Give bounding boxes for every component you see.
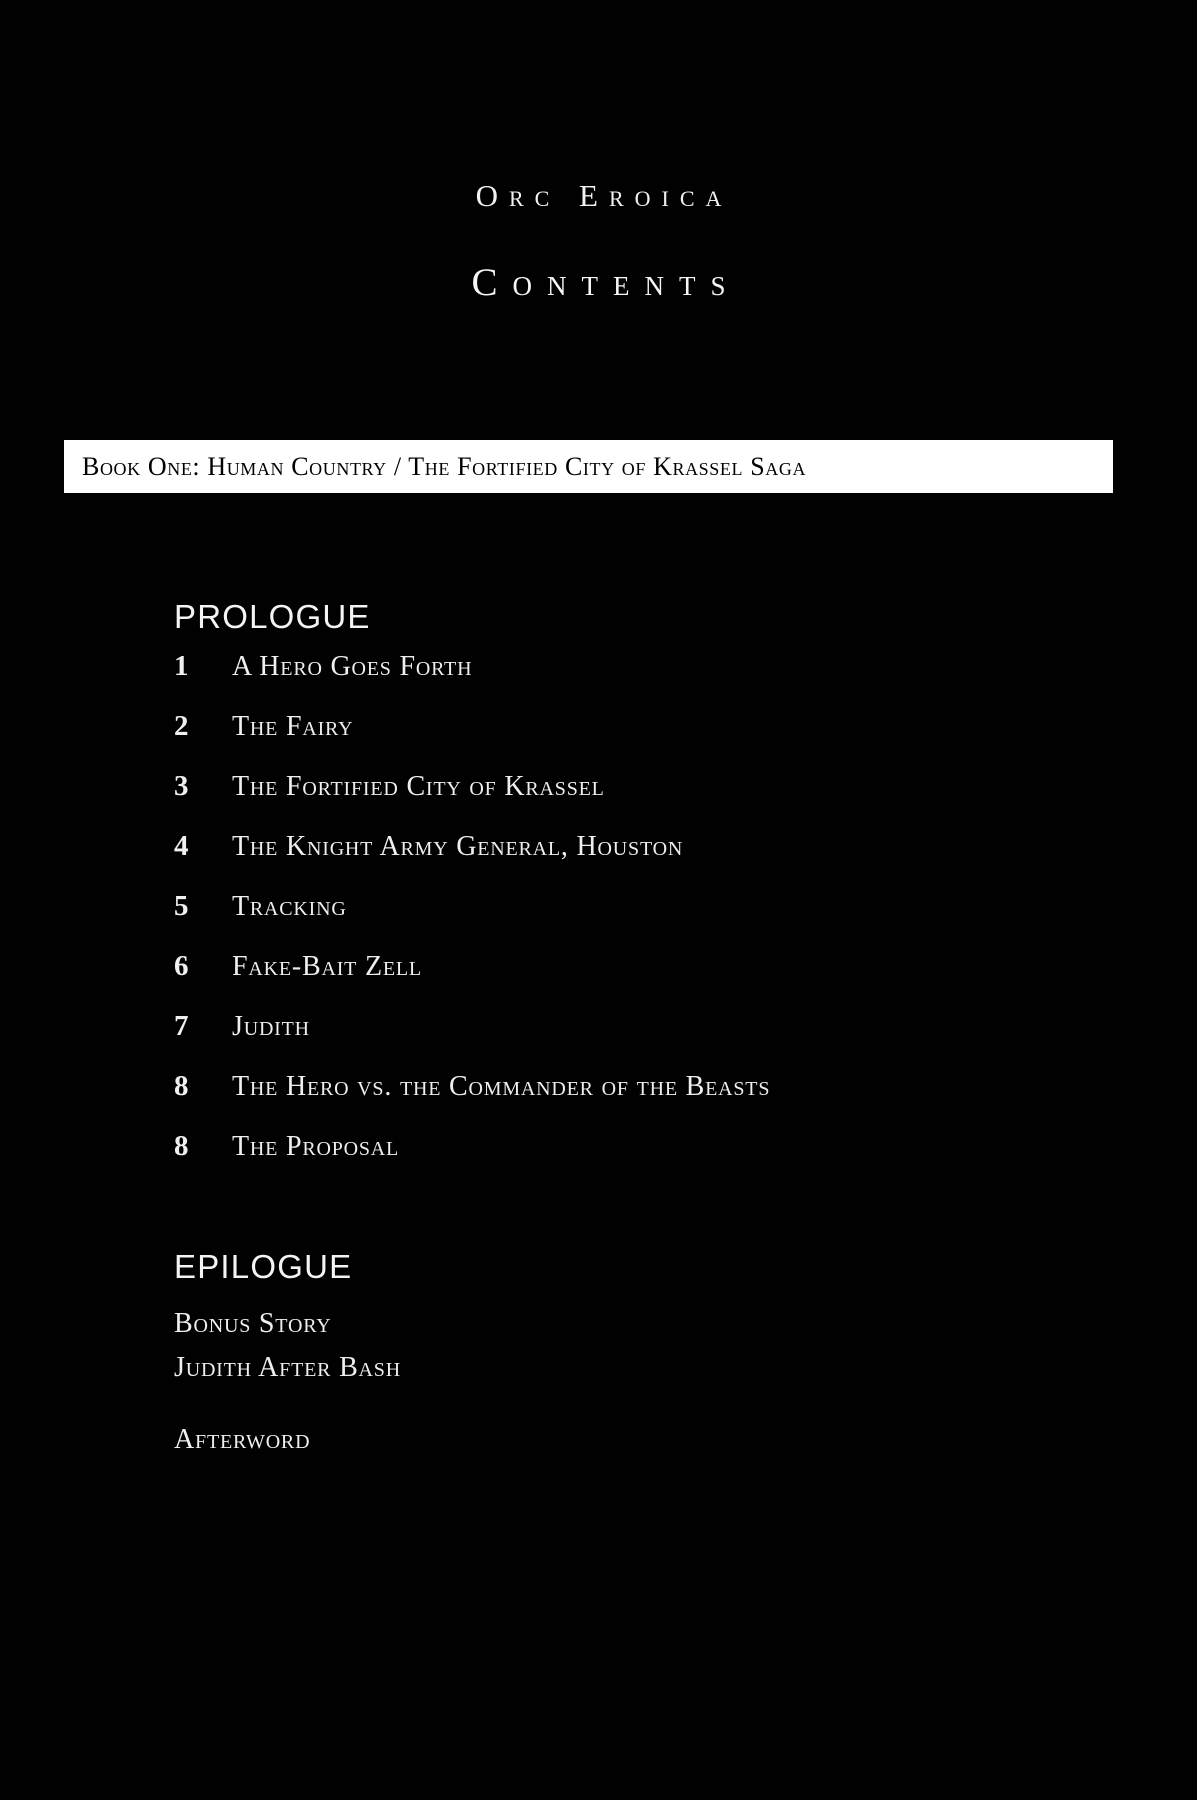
toc-entry-title: The Fortified City of Krassel [232,771,605,802]
toc-entry-title: The Fairy [232,711,354,742]
toc-entry-title: A Hero Goes Forth [232,651,473,682]
toc-entry[interactable] [174,950,1104,1010]
toc-entry-number: 7 [174,1010,189,1042]
toc-entry-judith-after-bash[interactable]: Judith After Bash [174,1352,401,1383]
toc-entry-number: 8 [174,1070,189,1102]
toc-entry-number: 3 [174,770,189,802]
toc-entry-number: 6 [174,950,189,982]
toc-entry-number: 8 [174,1130,189,1162]
toc-entry-title: Fake-Bait Zell [232,951,422,982]
table-of-contents [174,598,1104,1462]
toc-entry[interactable] [174,830,1104,890]
series-title: Orc Eroica [475,178,733,213]
toc-entry[interactable] [174,1130,1104,1190]
toc-entry-title: The Proposal [232,1131,400,1162]
toc-entry-number: 1 [174,650,189,682]
toc-entry[interactable] [174,650,1104,710]
toc-entry-title: The Hero vs. the Commander of the Beasts [232,1071,771,1102]
toc-entry-number: 2 [174,710,189,742]
toc-entry[interactable] [174,1010,1104,1070]
toc-entry-afterword[interactable]: Afterword [174,1424,311,1455]
epilogue-heading: EPILOGUE [174,1248,353,1285]
toc-entry[interactable] [174,770,1104,830]
toc-entry-title: The Knight Army General, Houston [232,831,684,862]
toc-entry-number: 5 [174,890,189,922]
toc-entry[interactable] [174,1070,1104,1130]
spacer [174,1286,1104,1302]
book-banner [64,440,1113,493]
toc-entry[interactable] [174,710,1104,770]
page-title: Contents [471,261,741,304]
toc-entry-title: Judith [232,1011,310,1042]
spacer [174,1390,1104,1418]
toc-entry-title: Tracking [232,891,347,922]
book-banner-label: Book One: Human Country / The Fortified City of Krassel Saga [82,451,807,481]
prologue-heading: PROLOGUE [174,598,371,635]
toc-entry[interactable] [174,890,1104,950]
toc-entry-bonus-story[interactable]: Bonus Story [174,1308,332,1339]
toc-entry-number: 4 [174,830,189,862]
